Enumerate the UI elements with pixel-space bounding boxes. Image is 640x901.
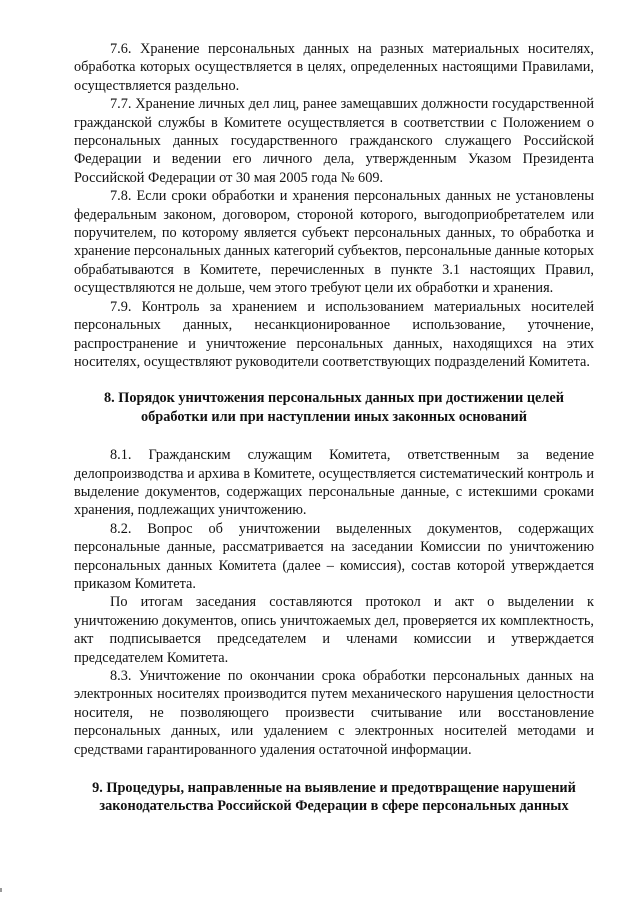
paragraph-7-9: 7.9. Контроль за хранением и использованием материальных носителей персональных данных, несанкционированное использование, уточнение, распространение и уничтожение персональных данных, находящихся на этих носителях, осуществляют руководители соответствующих подразделений Комитета. [74, 298, 594, 370]
paragraph-8-2-followup: По итогам заседания составляются протокол и акт о выделении к уничтожению документов, опись уничтожаемых дел, проверяется их комплектность, акт подписывается председателем и членами комиссии и утверждается председателем Комитета. [74, 594, 594, 666]
paragraph-8-2: 8.2. Вопрос об уничтожении выделенных документов, содержащих персональные данные, рассматривается на заседании Комиссии по уничтожению персональных данных Комитета (далее – комиссия), состав которой утверждается приказом Комитета. [74, 520, 594, 592]
section-9-heading: 9. Процедуры, направленные на выявление и предотвращение нарушений законодательства Российской Федерации в сфере персональных данных [92, 780, 576, 815]
paragraph-8-1: 8.1. Гражданским служащим Комитета, ответственным за ведение делопроизводства и архива в Комитете, осуществляется систематический контроль и выделение документов, содержащих персональные данные, с истекшими сроками хранения, подлежащих уничтожению. [74, 447, 594, 519]
section-8-heading: 8. Порядок уничтожения персональных данных при достижении целей обработки или при наступлении иных законных оснований [103, 390, 565, 425]
paragraph-7-7: 7.7. Хранение личных дел лиц, ранее замещавших должности государственной гражданской службы в Комитете осуществляется в соответствии с Положением о персональных данных государственного гражданского служащего Российской Федерации и ведении его личного дела, утвержденным Указом Президента Российской Федерации от 30 мая 2005 года № 609. [74, 96, 594, 186]
paragraph-7-6: 7.6. Хранение персональных данных на разных материальных носителях, обработка которых осуществляется в целях, определенных настоящими Правилами, осуществляется раздельно. [74, 41, 594, 94]
paragraph-8-3: 8.3. Уничтожение по окончании срока обработки персональных данных на электронных носителях производится путем механического нарушения целостности носителя, не позволяющего произвести считывание или восстановление персональных данных, или удалением с электронных носителей методами и средствами гарантированного удаления остаточной информации. [74, 668, 594, 758]
paragraph-7-8: 7.8. Если сроки обработки и хранения персональных данных не установлены федеральным законом, договором, стороной которого, выгодоприобретателем или поручителем, по которому является субъект персональных данных, то обработка и хранение персональных данных категорий субъектов, персональные данные которых обрабатываются в Комитете, перечисленных в пункте 3.1 настоящих Правил, осуществляются не дольше, чем этого требуют цели их обработки и хранения. [74, 188, 594, 297]
scan-edge-mark [0, 888, 2, 892]
document-body [74, 40, 594, 816]
